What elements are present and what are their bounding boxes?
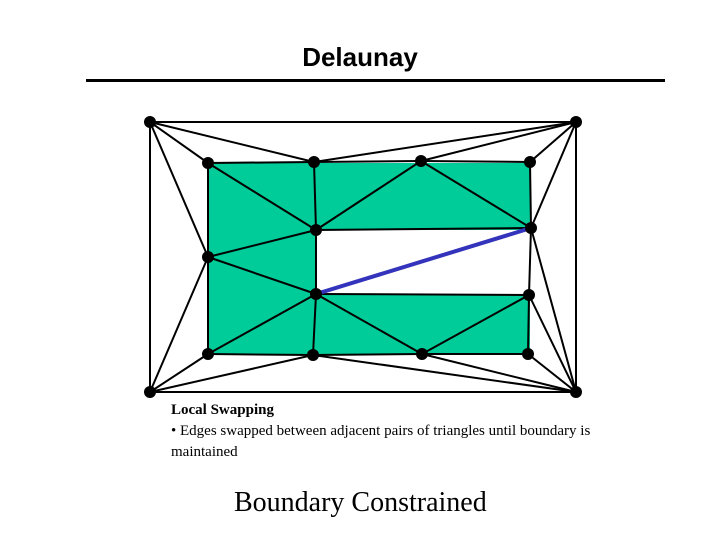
- mesh-edge: [531, 228, 576, 392]
- mesh-edge: [208, 354, 313, 355]
- mesh-nodes: [144, 116, 582, 398]
- mesh-node: [524, 156, 536, 168]
- mesh-node: [202, 157, 214, 169]
- footer-label: Boundary Constrained: [234, 487, 487, 518]
- slide-title: Delaunay: [302, 42, 418, 72]
- mesh-node: [310, 288, 322, 300]
- mesh-node: [144, 116, 156, 128]
- mesh-edge: [208, 162, 314, 163]
- mesh-edge: [313, 354, 422, 355]
- caption-bullet: • Edges swapped between adjacent pairs of triangles until boundary is maintained: [171, 423, 591, 460]
- mesh-node: [308, 156, 320, 168]
- mesh-node: [416, 348, 428, 360]
- mesh-edge: [314, 161, 421, 162]
- mesh-node: [525, 222, 537, 234]
- mesh-node: [570, 386, 582, 398]
- mesh-edge: [528, 295, 529, 354]
- mesh-node: [310, 224, 322, 236]
- mesh-edge: [150, 257, 208, 392]
- mesh-edge: [421, 161, 530, 162]
- constrained-edge: [316, 228, 531, 294]
- mesh-edge: [316, 294, 529, 295]
- mesh-edge: [529, 228, 531, 295]
- mesh-node: [415, 155, 427, 167]
- mesh-edge: [531, 122, 576, 228]
- mesh-edge: [150, 355, 313, 392]
- caption-heading: Local Swapping: [171, 402, 274, 418]
- green-region-top: [208, 163, 530, 230]
- mesh-node: [307, 349, 319, 361]
- mesh-node: [144, 386, 156, 398]
- mesh-edge: [150, 122, 314, 162]
- caption-block: [171, 400, 641, 463]
- mesh-node: [202, 348, 214, 360]
- mesh-node: [523, 289, 535, 301]
- mesh-node: [202, 251, 214, 263]
- mesh-edge: [530, 162, 531, 228]
- mesh-node: [522, 348, 534, 360]
- mesh-node: [570, 116, 582, 128]
